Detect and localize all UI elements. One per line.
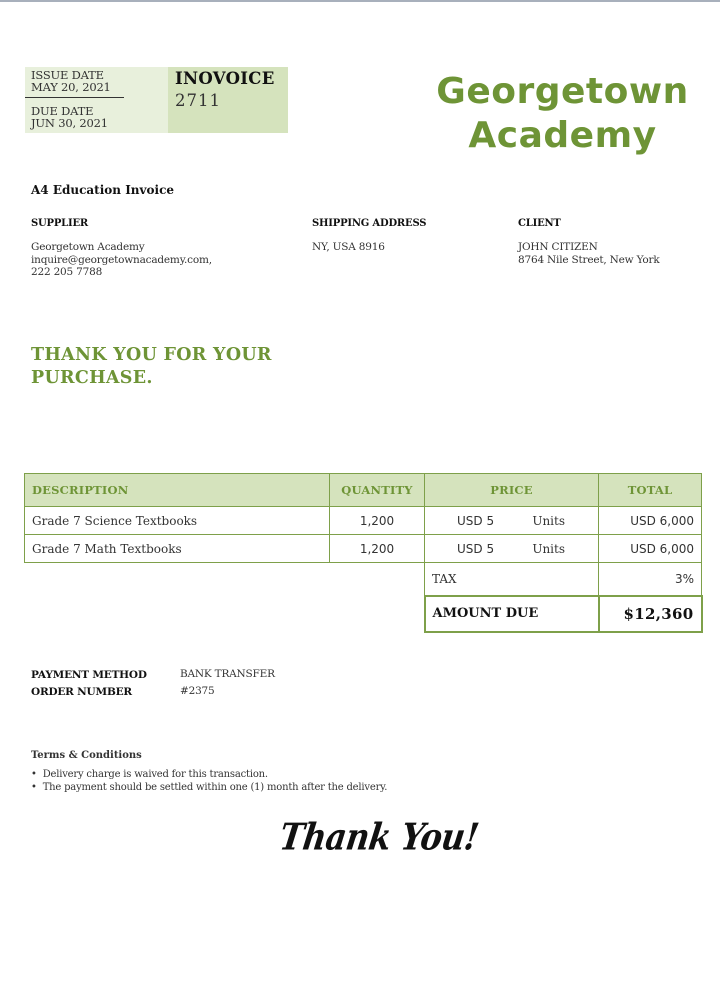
terms-heading: Terms & Conditions	[31, 750, 142, 761]
blank-cell	[25, 596, 425, 632]
client-name: JOHN CITIZEN	[518, 241, 598, 253]
brand-line-2: Academy	[468, 115, 657, 156]
due-date-group	[25, 105, 108, 129]
issue-date-label: ISSUE DATE	[31, 68, 104, 82]
order-number-value: #2375	[180, 685, 215, 697]
table-header-row	[25, 474, 702, 507]
issue-date-group	[25, 69, 111, 93]
thank-you-line-2: PURCHASE.	[31, 368, 153, 388]
supplier-email: inquire@georgetownacademy.com,	[31, 253, 212, 266]
supplier-name: Georgetown Academy	[31, 241, 145, 253]
terms-list	[31, 768, 387, 794]
item-total: USD 6,000	[599, 535, 702, 563]
item-description: Grade 7 Science Textbooks	[25, 507, 330, 535]
item-price: USD 5	[457, 541, 495, 556]
thank-you-line-1: THANK YOU FOR YOUR	[31, 345, 272, 365]
col-quantity: QUANTITY	[330, 474, 425, 507]
brand-logo	[420, 70, 705, 158]
amount-due-row	[25, 596, 702, 632]
terms-item: • Delivery charge is waived for this transaction.	[31, 768, 387, 781]
item-total: USD 6,000	[599, 507, 702, 535]
date-divider	[25, 97, 124, 98]
due-date-label: DUE DATE	[31, 104, 94, 118]
amount-due-label: AMOUNT DUE	[425, 596, 599, 632]
client-address: 8764 Nile Street, New York	[518, 253, 660, 266]
invoice-title: INOVOICE	[175, 69, 275, 88]
thank-you-heading	[31, 344, 272, 390]
supplier-phone: 222 205 7788	[31, 266, 103, 278]
client-details	[518, 241, 660, 266]
document-title: A4 Education Invoice	[31, 183, 175, 197]
order-number-label: ORDER NUMBER	[31, 686, 132, 698]
payment-method-value: BANK TRANSFER	[180, 668, 275, 680]
due-date-value: JUN 30, 2021	[31, 116, 108, 130]
invoice-number: 2711	[175, 91, 221, 110]
issue-date-value: MAY 20, 2021	[31, 80, 111, 94]
table-row	[25, 507, 702, 535]
shipping-address: NY, USA 8916	[312, 241, 385, 253]
col-price: PRICE	[425, 474, 599, 507]
payment-method-label: PAYMENT METHOD	[31, 669, 147, 681]
client-heading: CLIENT	[518, 218, 561, 229]
amount-due-value: $12,360	[599, 596, 702, 632]
terms-item: • The payment should be settled within one (1) month after the delivery.	[31, 781, 387, 794]
blank-cell	[25, 563, 425, 596]
item-unit: Units	[532, 541, 565, 556]
item-quantity: 1,200	[330, 507, 425, 535]
supplier-heading: SUPPLIER	[31, 218, 89, 229]
item-price-cell	[425, 535, 599, 563]
top-border	[0, 0, 720, 2]
thank-you-signature: Thank You!	[276, 815, 482, 859]
col-description: DESCRIPTION	[25, 474, 330, 507]
item-description: Grade 7 Math Textbooks	[25, 535, 330, 563]
item-unit: Units	[532, 513, 565, 528]
tax-row	[25, 563, 702, 596]
item-quantity: 1,200	[330, 535, 425, 563]
item-price-cell	[425, 507, 599, 535]
table-row	[25, 535, 702, 563]
invoice-number-block	[168, 67, 288, 133]
item-price: USD 5	[457, 513, 495, 528]
col-total: TOTAL	[599, 474, 702, 507]
tax-label: TAX	[425, 563, 599, 596]
date-block	[25, 67, 168, 133]
supplier-details	[31, 241, 212, 279]
shipping-heading: SHIPPING ADDRESS	[312, 218, 427, 229]
tax-value: 3%	[599, 563, 702, 596]
brand-line-1: Georgetown	[436, 71, 689, 112]
line-items-table	[24, 473, 703, 633]
